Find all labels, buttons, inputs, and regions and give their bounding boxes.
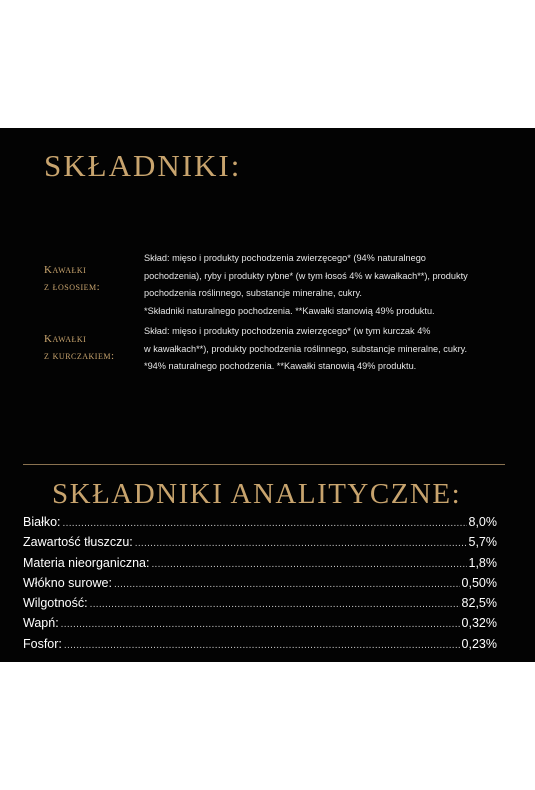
analytical-name: Włókno surowe: xyxy=(23,575,112,590)
variant-composition xyxy=(144,250,504,320)
variant-label xyxy=(44,262,144,296)
analytical-name: Fosfor: xyxy=(23,636,62,651)
analytical-name: Białko: xyxy=(23,515,61,529)
composition-line: Skład: mięso i produkty pochodzenia zwierzęcego* (94% naturalnego xyxy=(144,253,426,263)
analytical-value: 0,32% xyxy=(461,616,497,631)
analytical-row xyxy=(23,532,497,552)
dot-leader xyxy=(64,636,460,656)
analytical-value: 1,8% xyxy=(468,555,497,570)
analytical-name: Zawartość tłuszczu: xyxy=(23,535,133,550)
analytical-name: Materia nieorganiczna: xyxy=(23,555,150,570)
dot-leader xyxy=(114,575,460,595)
composition-line: w kawałkach**), produkty pochodzenia roślinnego, substancje mineralne, cukry. xyxy=(144,343,468,354)
composition-line: Skład: mięso i produkty pochodzenia zwierzęcego* (w tym kurczak 4% xyxy=(144,326,431,336)
analytical-name: Wapń: xyxy=(23,616,59,631)
analytical-value: 0,23% xyxy=(461,636,497,651)
variant-label-line: z łososiem: xyxy=(44,281,101,293)
analytical-row xyxy=(23,613,497,633)
analytical-value: 8,0% xyxy=(468,515,497,529)
analytical-name: Wilgotność: xyxy=(23,596,88,611)
analytical-row xyxy=(23,512,497,532)
dot-leader xyxy=(61,615,460,635)
variant-label-line: Kawałki xyxy=(44,333,87,345)
dot-leader xyxy=(135,534,467,554)
analytical-heading: SKŁADNIKI ANALITYCZNE: xyxy=(52,478,462,510)
dot-leader xyxy=(90,595,460,615)
variant-label-line: z kurczakiem: xyxy=(44,350,115,362)
composition-line: pochodzenia roślinnego, substancje mineralne, cukry. xyxy=(144,288,362,298)
analytical-row xyxy=(23,553,497,573)
analytical-value: 5,7% xyxy=(468,535,497,550)
ingredients-panel xyxy=(0,128,535,662)
analytical-value: 82,5% xyxy=(461,596,497,611)
composition-line: *Składniki naturalnego pochodzenia. **Kawałki stanowią 49% produktu. xyxy=(144,305,435,316)
analytical-row xyxy=(23,573,497,593)
variant-composition xyxy=(144,323,504,376)
analytical-row xyxy=(23,634,497,654)
ingredients-heading: SKŁADNIKI: xyxy=(44,148,242,183)
analytical-table xyxy=(23,512,497,654)
variant-label xyxy=(44,331,144,365)
section-divider xyxy=(23,464,505,465)
dot-leader xyxy=(151,555,466,575)
composition-line: *94% naturalnego pochodzenia. **Kawałki stanowią 49% produktu. xyxy=(144,361,417,371)
composition-line: pochodzenia), ryby i produkty rybne* (w tym łosoś 4% w kawałkach**), produkty xyxy=(144,270,468,281)
dot-leader xyxy=(63,514,467,534)
analytical-value: 0,50% xyxy=(461,575,497,590)
variant-label-line: Kawałki xyxy=(44,264,87,276)
analytical-row xyxy=(23,593,497,613)
